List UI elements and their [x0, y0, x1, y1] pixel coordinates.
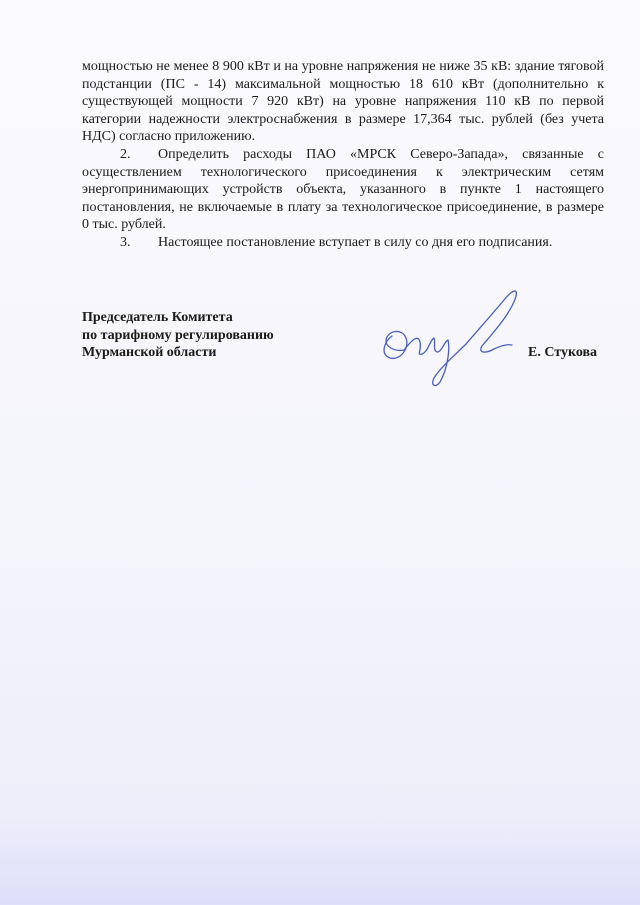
item-3: [82, 234, 604, 252]
position-line-3: Мурманской области: [82, 345, 217, 360]
item-3-number: 3.: [120, 234, 131, 250]
position-line-1: Председатель Комитета: [82, 310, 233, 325]
scan-shading: [0, 815, 640, 905]
item-2-number: 2.: [120, 146, 131, 162]
position-line-2: по тарифному регулированию: [82, 327, 274, 343]
signatory-name: Е. Стукова: [528, 345, 598, 360]
item-2-text: Определить расходы ПАО «МРСК Северо-Запада», связанные с осуществлением технологического присоединения к электрическим сетям энергопринимающих устройств объекта, указанного в пункте 1 настоящего постановления, не включаемые в плату за технологическое присоединение, в размере 0 тыс. рублей.: [82, 146, 604, 233]
paragraph-continuation: мощностью не менее 8 900 кВт и на уровне напряжения не ниже 35 кВ: здание тяговой подстанции (ПС - 14) максимальной мощностью 18 610 кВт (дополнительно к существующей мощности 7 920 кВт) на уровне напряжения 110 кВ по первой категории надежности электроснабжения в размере 17,364 тыс. рублей (без учета НДС) согласно приложению.: [82, 59, 604, 145]
item-3-text: Настоящее постановление вступает в силу со дня его подписания.: [158, 234, 553, 250]
document-body: [82, 58, 604, 252]
item-2: [82, 146, 604, 234]
handwritten-signature: [370, 282, 530, 392]
